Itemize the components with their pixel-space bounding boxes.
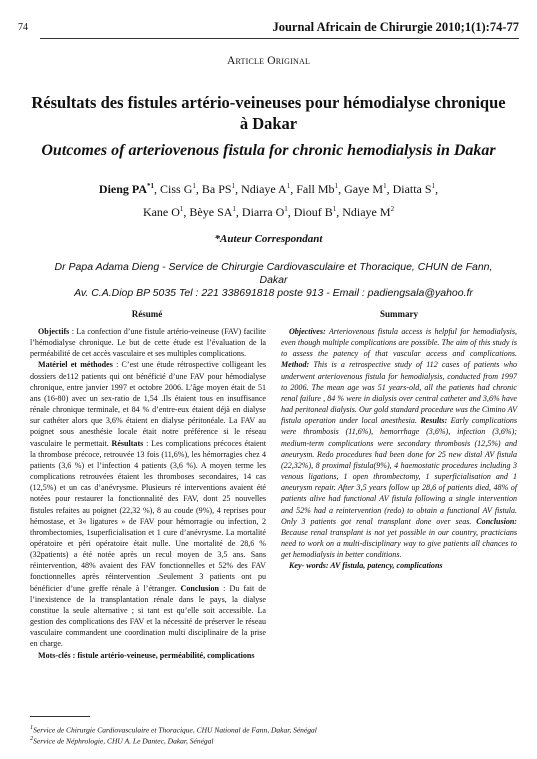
resume-keywords: Mots-clés : fistule artério-veineuse, perméabilité, complications	[38, 650, 255, 660]
author-affiliation-marker: 2	[390, 205, 395, 213]
author-name: Bèye SA	[189, 205, 233, 219]
title-english: Outcomes of arteriovenous fistula for chronic hemodialysis in Dakar	[41, 142, 496, 159]
author-name: Kane O	[142, 205, 180, 219]
resume-conclusion-text: : Du fait de l’inexistence de la transplantation rénale dans le pays, la dialyse constitue la seule alternative ; si tant est qu’elle soit accessible. La gestion des complications des FAV et la nécessité de préserver le réseau vasculaire commandent une coordination multi disciplinaire de la prise en charge.	[30, 583, 266, 649]
summary-objectives-label: Objectives:	[289, 327, 326, 336]
summary-heading: Summary	[380, 309, 418, 319]
author-5	[296, 182, 338, 196]
author-affiliation-marker: 1	[179, 205, 184, 213]
author-3	[202, 182, 235, 196]
author-name: Diarra O	[241, 205, 285, 219]
summary-column	[281, 326, 517, 571]
footnote-2	[30, 734, 214, 747]
author-affiliation-marker: 1	[334, 182, 339, 190]
summary-conclusion-label: Conclusion:	[476, 516, 517, 526]
resume-column	[30, 326, 266, 661]
journal-citation: Journal Africain de Chirurgie 2010;1(1):74-77	[272, 20, 519, 34]
author-name: Ndiaye A	[241, 182, 287, 196]
corresponding-address	[40, 261, 507, 300]
resume-methodes-label: Matériel et méthodes	[38, 360, 113, 370]
summary-objectives-text: Arteriovenous fistula access is helpful for hemodialysis, even though multiple complications are possible. The aim of this study is to assess the patency of that vascular access and complications.	[281, 327, 517, 359]
author-2	[160, 182, 196, 196]
author-name: Diatta S	[392, 182, 432, 196]
header-divider	[40, 38, 519, 39]
resume-heading: Résumé	[131, 309, 163, 319]
page-number: 74	[18, 22, 28, 33]
resume-objectifs-label: Objectifs	[38, 327, 70, 336]
author-4	[241, 182, 290, 196]
summary-method-label: Method:	[281, 360, 310, 370]
summary-objectives	[281, 326, 517, 560]
summary-results-label: Results:	[420, 416, 448, 426]
author-name: Diouf B	[293, 205, 333, 219]
article-type-label: Article Original	[226, 55, 311, 67]
author-name: Dieng PA	[98, 182, 148, 196]
resume-methodes-text: : C’est une étude rétrospective colligeant les dossiers de112 patients qui ont bénéficié d’une FAV pour hémodialyse chronique, entre janvier 1997 et octobre 2006. L’âge moyen était de 51 ans (16-80) avec un sex-ratio de 1,54 .Ils étaient tous en insuffisance rénale chronique terminale, et 84 % d’entre-eux étaient déjà en dialyse sur cathéter alors que 3,6% étaient en dialyse péritonéale. La FAV au poignet sous anesthésie locale était notre préférence si le réseau vasculaire le permettait.	[30, 360, 266, 448]
author-name: Fall Mb	[296, 182, 335, 196]
author-affiliation-marker: 1	[431, 182, 436, 190]
resume-conclusion-label: Conclusion	[180, 583, 219, 593]
address-line-2: Av. C.A.Diop BP 5035 Tel : 221 338691818 poste 913 - Email : padiengsala@yahoo.fr	[74, 287, 473, 299]
footnote-1-text: Service de Chirurgie Cardiovasculaire et Thoracique, CHU National de Fann, Dakar, Sénégal	[33, 725, 317, 735]
author-affiliation-marker: 1	[383, 182, 387, 190]
footnote-2-text: Service de Néphrologie, CHU A. Le Dantec, Dakar, Sénégal	[33, 736, 214, 746]
author-10	[242, 205, 288, 219]
author-1	[99, 182, 154, 196]
resume-resultats-text: : Les complications précoces étaient la thrombose précoce, retrouvée 13 fois (11,6%), les hémorragies chez 4 patients (3,6 %) et l’infection 4 patients (3,6 %). A moyen terme les complications retrouvées étaient les thromboses secondaires, 14 cas (12,5%) et un cas d’anévrysme. Plusieurs ré interventions avaient été notées pour restaurer la fonctionnalité des FAV, dont 25 nouvelles fistules refaites au poignet (22,32 %), 8 au coude (9%), 4 reprises pour hémostase, et 3« ligatures » de FAV pour hémorragie ou infection, 2 thrombectomies, 1superficialisation et 1 cure d’anévrysme. La mortalité opératoire et péri opératoire était nulle. Une mortalité de 28,6 % (32patients) a été notée après un recul moyen de 3,5 ans. Sans réintervention, 48% avaient des FAV fonctionnelles et 52% des FAV fonctionnelles après réintervention .Seulement 3 patients ont pu bénéficier d’une greffe rénale à l’étranger.	[30, 438, 266, 593]
resume-objectifs-text: : La confection d’une fistule artério-veineuse (FAV) facilite l’hémodialyse chronique. Le but de cette étude est l’évaluation de la perméabilité de cet accès vasculaire et ses multiples complications.	[30, 327, 266, 359]
author-affiliation-marker: 1	[192, 182, 196, 190]
author-name: Ndiaye M	[342, 205, 391, 219]
footnote-2-marker: 2	[30, 735, 34, 742]
author-11	[294, 205, 337, 219]
summary-method-text: This is a retrospective study of 112 cases of patients who underwent arteriovenous fistula for hemodialysis, conducted from 1997 to 2006. The mean age was 51 years-old, all the patients had chronic renal failure , 84 % were in dialysis over central catheter and 3,6% have had peritoneal dialysis. Our gold standard procedure was the Cimino AV fistula operation under local anesthesia.	[281, 360, 517, 426]
address-line-1: Dr Papa Adama Dieng - Service de Chirurgie Cardiovasculaire et Thoracique, CHUN de Fann, Dakar	[54, 261, 493, 286]
author-affiliation-marker: 1	[231, 182, 236, 190]
author-affiliation-marker: 1	[284, 205, 288, 213]
resume-methodes	[30, 359, 266, 649]
author-7	[393, 182, 436, 196]
author-name: Gaye M	[344, 182, 384, 196]
author-8	[143, 205, 183, 219]
corresponding-author-label: *Auteur Correspondant	[214, 233, 323, 245]
footnote-1-marker: 1	[30, 724, 34, 731]
author-list: Dieng PA$^{*1}$, Ciss $G^1$, Ba $PS^1$, Ndiaye $A^1$, Fall Mb$^1$, Gaye $M^1$, Diatta $S^1$, Kane $O^1$, Bèye $SA^1$, Diarra $O^1$, Diouf $B^1$, Ndiaye $M^2$	[98, 182, 439, 219]
summary-conclusion-text: Because renal transplant is not yet possible in our country, practicians need to work on a multi-disciplinary way to give patients all chances to get hemodialysis in better conditions.	[281, 527, 517, 560]
author-12	[342, 205, 394, 219]
summary-results-text: Early complications were thrombosis (11,6%), hemorrhage (3,6%), infection (3,6%); medium-term complications were secondary thrombosis (12,5%) and aneurysm. Redo procedures had been done for 25 new distal AV fistula (22,32%), 8 proximal fistula(9%), 4 haemostatic procedures including 3 venous ligations, 1 open thrombectomy, 1 superficialisation and 1 aneurysm repair. After 3,5 years follow up 28,6 of patients died, 48% of patients alive had functional AV fistula following a single intervention and 52% had a reintervention (redo) to obtain a functional AV fistula. Only 3 patients got renal transplant done over seas.	[281, 416, 517, 526]
summary-keywords: Key- words: AV fistula, patency, complications	[289, 561, 443, 571]
author-9	[189, 205, 236, 219]
footnote-divider	[30, 716, 90, 717]
author-name: Ba PS	[201, 182, 232, 196]
author-name: Ciss G	[160, 182, 193, 196]
title-french: Résultats des fistules artério-veineuses pour hémodialyse chronique à Dakar	[31, 93, 506, 133]
author-affiliation-marker: 1	[332, 205, 337, 213]
author-affiliation-marker: 1	[286, 182, 291, 190]
author-6	[344, 182, 387, 196]
resume-resultats-label: Résultats	[111, 438, 144, 448]
author-affiliation-marker: *1	[147, 182, 155, 190]
author-affiliation-marker: 1	[232, 205, 236, 213]
resume-objectifs	[30, 326, 266, 359]
